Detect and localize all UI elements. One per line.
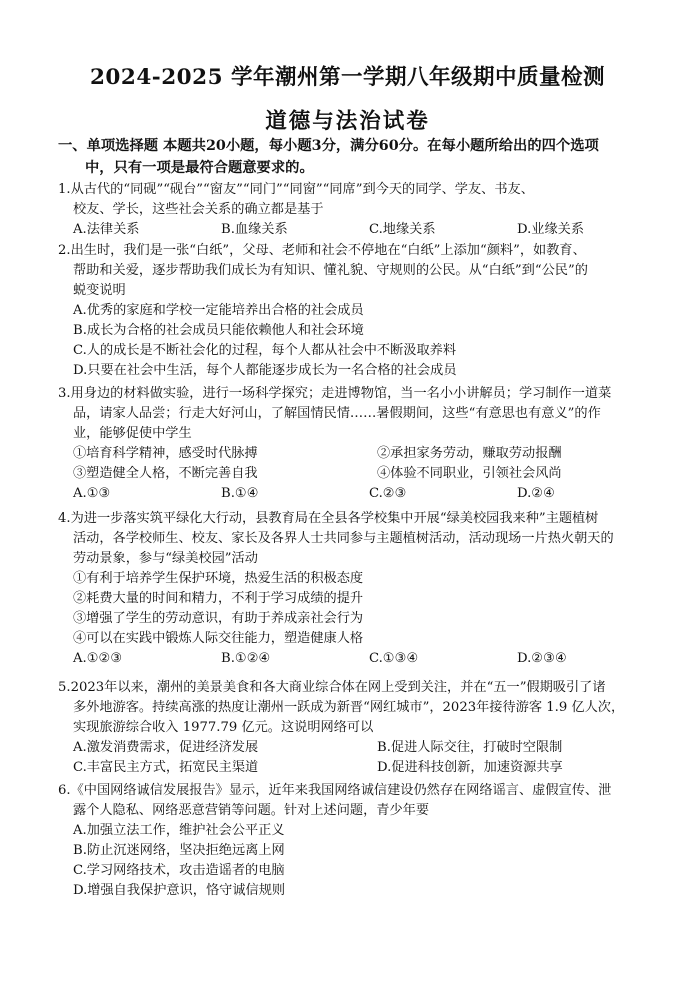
option-c: C.地缘关系 xyxy=(369,222,436,237)
question-4 xyxy=(58,509,658,669)
option-d: D.促进科技创新，加速资源共享 xyxy=(377,760,563,775)
option-row xyxy=(58,220,658,240)
option-b: B.①④ xyxy=(221,486,259,501)
option-b: B.促进人际交往，打破时空限制 xyxy=(377,740,563,755)
option-a: A.①③ xyxy=(73,486,111,501)
question-stem-line: 业，能够促使中学生 xyxy=(73,426,192,441)
option-row xyxy=(58,649,658,669)
option-d: D.只要在社会中生活，每个人都能逐步成长为一名合格的社会成员 xyxy=(73,363,457,378)
option-d: D.业缘关系 xyxy=(517,222,585,237)
statement-2: ②耗费大量的时间和精力，不利于学习成绩的提升 xyxy=(73,591,364,606)
statement-row xyxy=(58,464,658,484)
statement-4: ④可以在实践中锻炼人际交往能力，塑造健康人格 xyxy=(73,631,364,646)
option-c: C.学习网络技术，攻击造谣者的电脑 xyxy=(73,863,285,878)
option-b: B.成长为合格的社会成员只能依赖他人和社会环境 xyxy=(73,323,364,338)
option-a: A.优秀的家庭和学校一定能培养出合格的社会成员 xyxy=(73,303,364,318)
exam-subtitle: 道德与法治试卷 xyxy=(265,109,430,134)
section-heading xyxy=(58,135,658,179)
statement-1: ①有利于培养学生保护环境，热爱生活的积极态度 xyxy=(73,571,364,586)
option-b: B.血缘关系 xyxy=(221,222,288,237)
option-a: A.加强立法工作，维护社会公平正义 xyxy=(73,823,285,838)
question-5 xyxy=(58,678,658,778)
statement-4: ④体验不同职业，引领社会风尚 xyxy=(377,466,562,481)
statement-2: ②承担家务劳动，赚取劳动报酬 xyxy=(377,446,562,461)
option-c: C.人的成长是不断社会化的过程，每个人都从社会中不断汲取养料 xyxy=(73,343,457,358)
question-stem-line: 3.用身边的材料做实验，进行一场科学探究；走进博物馆，当一名小小讲解员；学习制作一道菜 xyxy=(58,386,612,401)
option-d: D.增强自我保护意识，恪守诚信规则 xyxy=(73,883,286,898)
question-stem-line: 多外地游客。持续高涨的热度让潮州一跃成为新晋“网红城市”，2023年接待游客 1.9 亿人次， xyxy=(73,700,625,715)
option-c: C.①③④ xyxy=(369,651,419,666)
question-stem-line: 帮助和关爱，逐步帮助我们成长为有知识、懂礼貌、守规则的公民。从“白纸”到“公民”的 xyxy=(73,263,588,278)
exam-title: 2024-2025 学年潮州第一学期八年级期中质量检测 xyxy=(89,65,606,90)
option-b: B.①②④ xyxy=(221,651,271,666)
section-heading-line2: 中，只有一项是最符合题意要求的。 xyxy=(85,160,314,176)
question-stem-line: 劳动景象，参与“绿美校园”活动 xyxy=(73,551,258,566)
section-heading-line1: 一、单项选择题 本题共20小题，每小题3分，满分60分。在每小题所给出的四个选项 xyxy=(58,138,599,154)
question-stem-line: 2.出生时，我们是一张“白纸”，父母、老师和社会不停地在“白纸”上添加“颜料”，如教育、 xyxy=(58,243,586,258)
question-stem-line: 4.为进一步落实筑平绿化大行动，县教育局在全县各学校集中开展“绿美校园我来种”主题植树 xyxy=(58,511,599,526)
question-stem-line: 露个人隐私、网络恶意营销等问题。针对上述问题，青少年要 xyxy=(73,803,430,818)
question-3 xyxy=(58,384,658,504)
question-stem-line: 校友、学长，这些社会关系的确立都是基于 xyxy=(73,202,324,217)
question-1 xyxy=(58,180,658,240)
question-stem-line: 品，请家人品尝；行走大好河山，了解国情民情……暑假期间，这些“有意思也有意义”的作 xyxy=(73,406,601,421)
statement-row xyxy=(58,444,658,464)
question-stem-line: 实现旅游综合收入 1977.79 亿元。这说明网络可以 xyxy=(73,720,374,735)
option-c: C.②③ xyxy=(369,486,407,501)
question-2 xyxy=(58,241,658,381)
statement-3: ③增强了学生的劳动意识，有助于养成亲社会行为 xyxy=(73,611,364,626)
option-d: D.②④ xyxy=(517,486,555,501)
option-a: A.①②③ xyxy=(73,651,123,666)
statement-1: ①培育科学精神，感受时代脉搏 xyxy=(73,446,258,461)
question-stem-line: 6.《中国网络诚信发展报告》显示，近年来我国网络诚信建设仍然存在网络谣言、虚假宣传、泄 xyxy=(58,783,612,798)
question-stem-line: 活动，各学校师生、校友、家长及各界人士共同参与主题植树活动，活动现场一片热火朝天的 xyxy=(73,531,614,546)
question-stem-line: 5.2023年以来，潮州的美景美食和各大商业综合体在网上受到关注，并在“五一”假期吸引了诸 xyxy=(58,680,606,695)
option-row xyxy=(58,484,658,504)
option-c: C.丰富民主方式，拓宽民主渠道 xyxy=(73,760,259,775)
question-stem-line: 蜕变说明 xyxy=(73,283,126,298)
option-row xyxy=(58,738,658,758)
question-6 xyxy=(58,781,658,901)
option-row xyxy=(58,758,658,778)
option-a: A.法律关系 xyxy=(73,222,140,237)
option-a: A.激发消费需求，促进经济发展 xyxy=(73,740,259,755)
option-b: B.防止沉迷网络，坚决拒绝远离上网 xyxy=(73,843,285,858)
statement-3: ③塑造健全人格，不断完善自我 xyxy=(73,466,258,481)
option-d: D.②③④ xyxy=(517,651,567,666)
question-stem-line: 1.从古代的“同砚”“砚台”“窗友”“同门”“同窗”“同席”到今天的同学、学友、书友、 xyxy=(58,182,534,197)
